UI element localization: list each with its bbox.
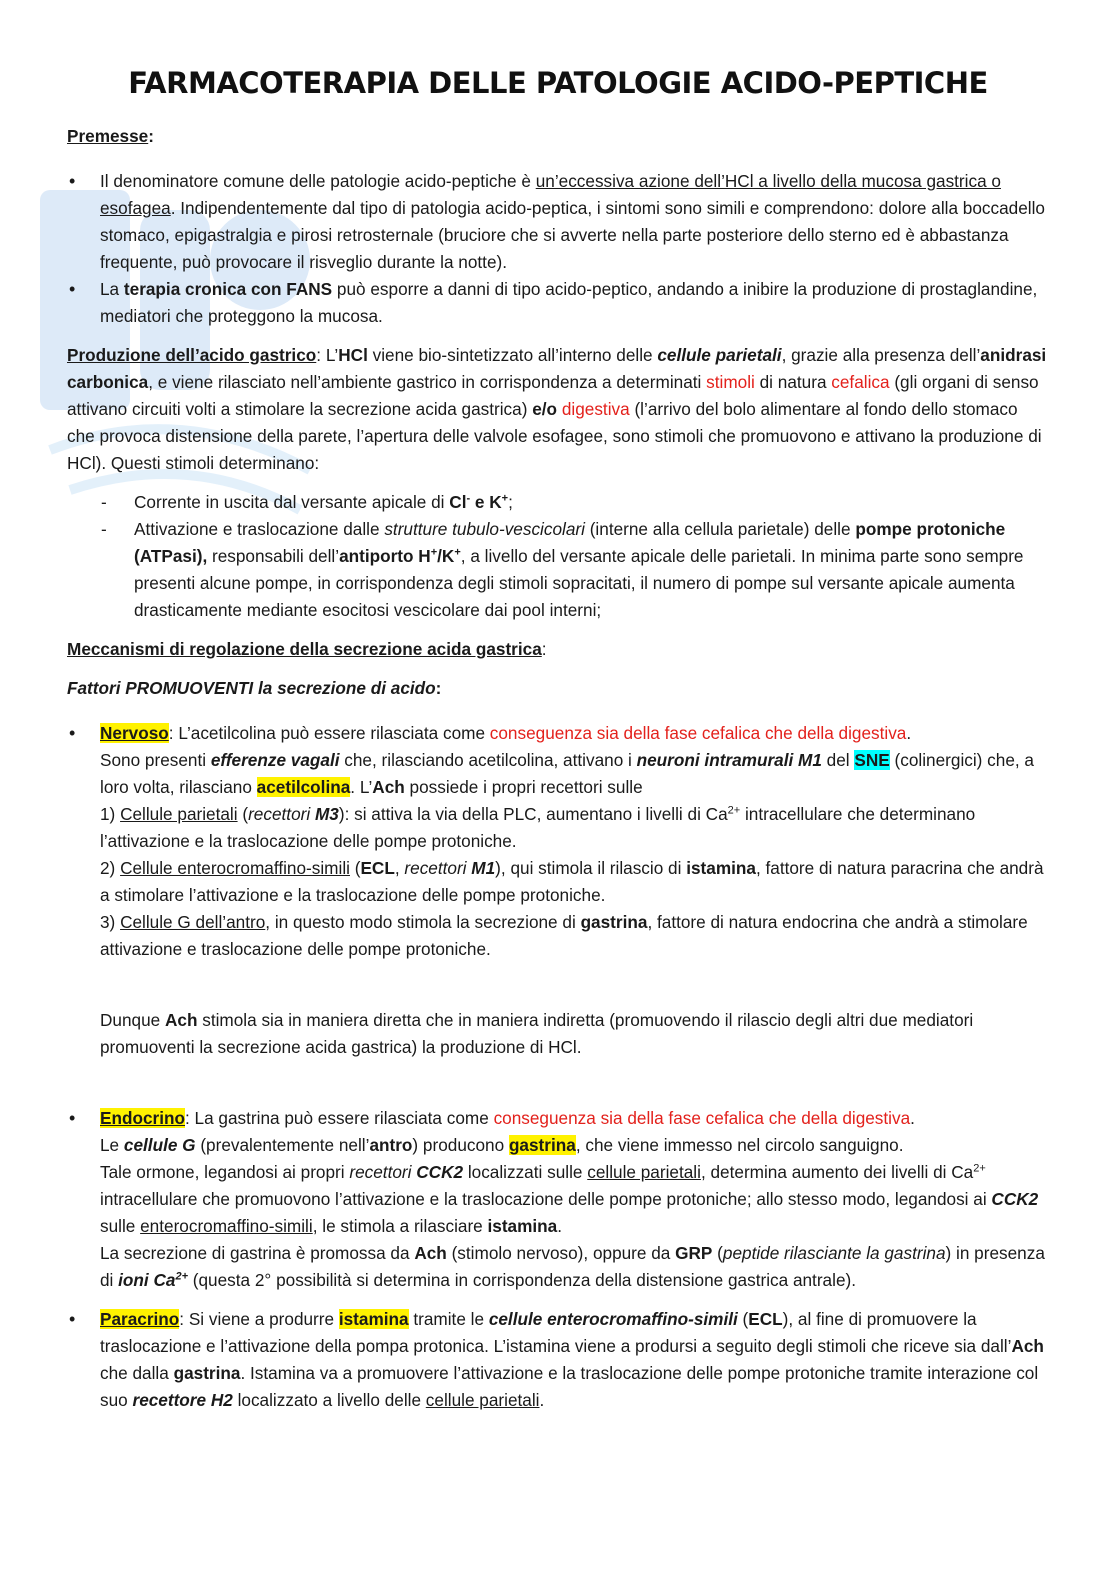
list-item-paracrino: • Paracrino: Si viene a produrre istamina tramite le cellule enterocromaffino-simili (ECL), al fine di promuovere la traslocazione e l’attivazione della pompa protonica. L’istamina viene a prodursi a seguito degli stimoli che riceve sia dall’Ach che dalla gastrina. Istamina va a promuovere l’attivazione e la traslocazione delle pompe protoniche tramite interazione col suo recettore H2 localizzato a livello delle cellule parietali. <box>67 1306 1049 1414</box>
list-item: - Corrente in uscita dal versante apicale di Cl- e K+; <box>101 489 1049 516</box>
premesse-list <box>67 168 1049 330</box>
page-title: FARMACOTERAPIA DELLE PATOLOGIE ACIDO-PEPTICHE <box>128 66 988 100</box>
fattori-list <box>67 720 1049 1414</box>
list-item-nervoso: • Nervoso: L’acetilcolina può essere rilasciata come conseguenza sia della fase cefalica che della digestiva. Sono presenti efferenze vagali che, rilasciando acetilcolina, attivano i neuroni intramurali M1 del SNE (colinergici) che, a loro volta, rilasciano acetilcolina. L’Ach possiede i propri recettori sulle 1) Cellule parietali (recettori M3): si attiva la via della PLC, aumentano i livelli di $Ca^{2+}$ intracellulare che determinano l’attivazione e la traslocazione delle pompe protoniche. 2) Cellule enterocromaffino-simili (ECL, recettori M1), qui stimola il rilascio di istamina, fattore di natura paracrina che andrà a stimolare l’attivazione e la traslocazione delle pompe protoniche. 3) Cellule G dell’antro, in questo modo stimola la secrezione di gastrina, fattore di natura endocrina che andrà a stimolare attivazione e traslocazione delle pompe protoniche. Dunque Ach stimola sia in maniera diretta che in maniera indiretta (promuovendo il rilascio degli altri due mediatori promuoventi la secrezione acida gastrica) la produzione di HCl. <box>67 720 1049 1105</box>
produzione-paragraph: Produzione dell’acido gastrico: L’HCl viene bio-sintetizzato all’interno delle cellule parietali, grazie alla presenza dell’anidrasi carbonica, e viene rilasciato nell’ambiente gastrico in corrispondenza a determinati stimoli di natura cefalica (gli organi di senso attivano circuiti volti a stimolare la secrezione acida gastrica) e/o digestiva (l’arrivo del bolo alimentare al fondo dello stomaco che provoca distensione della parete, l’apertura delle valvole esofagee, sono stimoli che promuovono e attivano la produzione di HCl). Questi stimoli determinano: <box>67 345 1047 473</box>
fattori-heading: Fattori PROMUOVENTI la secrezione di acido: <box>67 678 442 698</box>
list-item: - Attivazione e traslocazione dalle strutture tubulo-vescicolari (interne alla cellula parietale) delle pompe protoniche (ATPasi), responsabili dell’antiporto H+/K+, a livello del versante apicale delle parietali. In minima parte sono sempre presenti alcune pompe, in corrispondenza degli stimoli sopracitati, il numero di pompe sul versante apicale aumenta drasticamente mediante esocitosi vescicolare dai pool interni; <box>101 516 1049 624</box>
list-item: • La terapia cronica con FANS può esporre a danni di tipo acido-peptico, andando a inibire la produzione di prostaglandine, mediatori che proteggono la mucosa. <box>67 276 1049 330</box>
list-item-endocrino: • Endocrino: La gastrina può essere rilasciata come conseguenza sia della fase cefalica che della digestiva. Le cellule G (prevalentemente nell’antro) producono gastrina, che viene immesso nel circolo sanguigno. Tale ormone, legandosi ai propri recettori CCK2 localizzati sulle cellule parietali, determina aumento dei livelli di $Ca^{2+}$ intracellulare che promuovono l’attivazione e la traslocazione delle pompe protoniche; allo stesso modo, legandosi ai CCK2 sulle enterocromaffino-simili, le stimola a rilasciare istamina. La secrezione di gastrina è promossa da Ach (stimolo nervoso), oppure da GRP (peptide rilasciante la gastrina) in presenza di ioni $Ca^{2+}$ (questa 2° possibilità si determina in corrispondenza della distensione gastrica antrale). <box>67 1105 1049 1306</box>
list-item: • Il denominatore comune delle patologie acido-peptiche è un’eccessiva azione dell’HCl a livello della mucosa gastrica o esofagea. Indipendentemente dal tipo di patologia acido-peptica, i sintomi sono simili e comprendono: dolore alla boccadello stomaco, epigastralgia e pirosi retrosternale (bruciore che si avverte nella parte posteriore dello sterno ed è abbastanza frequente, può provocare il risveglio durante la notte). <box>67 168 1049 276</box>
produzione-list <box>67 489 1049 624</box>
meccanismi-heading: Meccanismi di regolazione della secrezione acida gastrica: <box>67 639 547 659</box>
premesse-heading: Premesse: <box>67 126 154 146</box>
document-page <box>67 66 1049 1414</box>
